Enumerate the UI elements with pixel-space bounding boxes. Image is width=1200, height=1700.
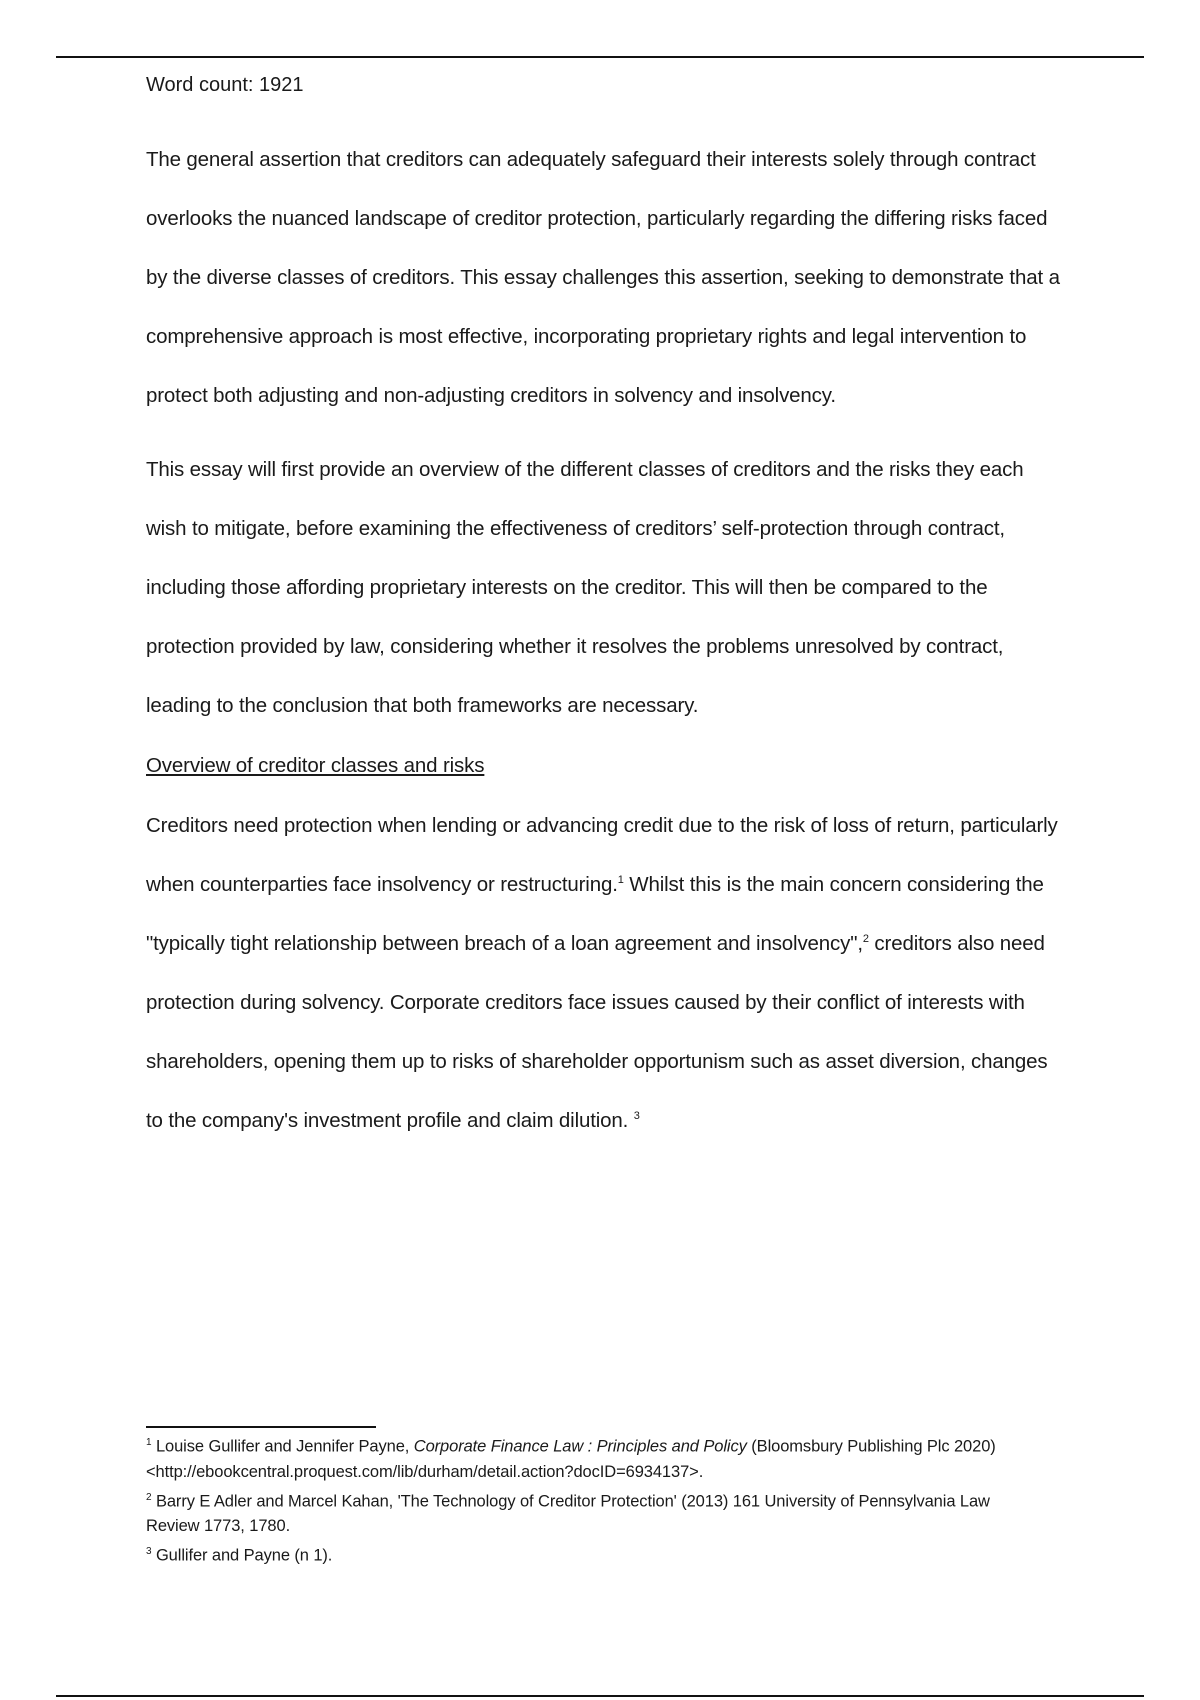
footnote-number-1: 1 <box>146 1437 152 1448</box>
document-page <box>146 70 1066 1150</box>
footnote-ref-3[interactable]: 3 <box>633 1110 640 1123</box>
paragraph-overview-part-3: creditors also need protection during solvency. Corporate creditors face issues caused by their conflict of interests with shareholders, opening them up to risks of shareholder opportunism such as asset diversion, changes to the company's investment profile and claim dilution. <box>146 932 1048 1132</box>
footnote-1-text: Louise Gullifer and Jennifer Payne, <box>151 1437 414 1456</box>
paragraph-overview <box>146 796 1066 1150</box>
paragraph-intro: The general assertion that creditors can adequately safeguard their interests solely through contract overlooks the nuanced landscape of creditor protection, particularly regarding the differing risks faced by the diverse classes of creditors. This essay challenges this assertion, seeking to demonstrate that a comprehensive approach is most effective, incorporating proprietary rights and legal intervention to protect both adjusting and non-adjusting creditors in solvency and insolvency. <box>146 148 1060 407</box>
footnote-number-2: 2 <box>146 1491 152 1503</box>
footnotes <box>146 1430 1046 1569</box>
footnote-separator <box>146 1426 376 1428</box>
footnote-2-text: Barry E Adler and Marcel Kahan, 'The Technology of Creditor Protection' (2013) 161 University of Pennsylvania Law Review 1773, 1780. <box>146 1492 990 1535</box>
footnote-1-title: Corporate Finance Law : Principles and Policy <box>413 1437 747 1456</box>
bottom-rule <box>56 1695 1144 1697</box>
paragraph-structure: This essay will first provide an overview of the different classes of creditors and the risks they each wish to mitigate, before examining the effectiveness of creditors’ self-protection through contract, including those affording proprietary interests on the creditor. This will then be compared to the protection provided by law, considering whether it resolves the problems unresolved by contract, leading to the conclusion that both frameworks are necessary. <box>146 458 1024 717</box>
footnote-ref-2[interactable]: 2 <box>862 933 869 946</box>
footnote-number-3: 3 <box>146 1546 152 1557</box>
top-rule <box>56 56 1144 58</box>
footnote-3 <box>146 1539 1046 1569</box>
footnote-ref-1[interactable]: 1 <box>617 874 624 887</box>
paragraph-overview-part-2: Whilst this is the main concern considering the "typically tight relationship between breach of a loan agreement and insolvency", <box>146 873 1044 955</box>
footnote-2 <box>146 1485 1046 1540</box>
paragraph-overview-part-1: Creditors need protection when lending or advancing credit due to the risk of loss of return, particularly when counterparties face insolvency or restructuring. <box>146 814 1058 896</box>
footnote-1 <box>146 1430 1046 1485</box>
footnote-1-source: (Bloomsbury Publishing Plc 2020) <http://ebookcentral.proquest.com/lib/durham/detail.action?docID=6934137>. <box>146 1437 996 1481</box>
section-heading: Overview of creditor classes and risks <box>146 754 485 777</box>
word-count: Word count: 1921 <box>146 74 304 96</box>
footnote-3-text: Gullifer and Payne (n 1). <box>151 1546 333 1565</box>
